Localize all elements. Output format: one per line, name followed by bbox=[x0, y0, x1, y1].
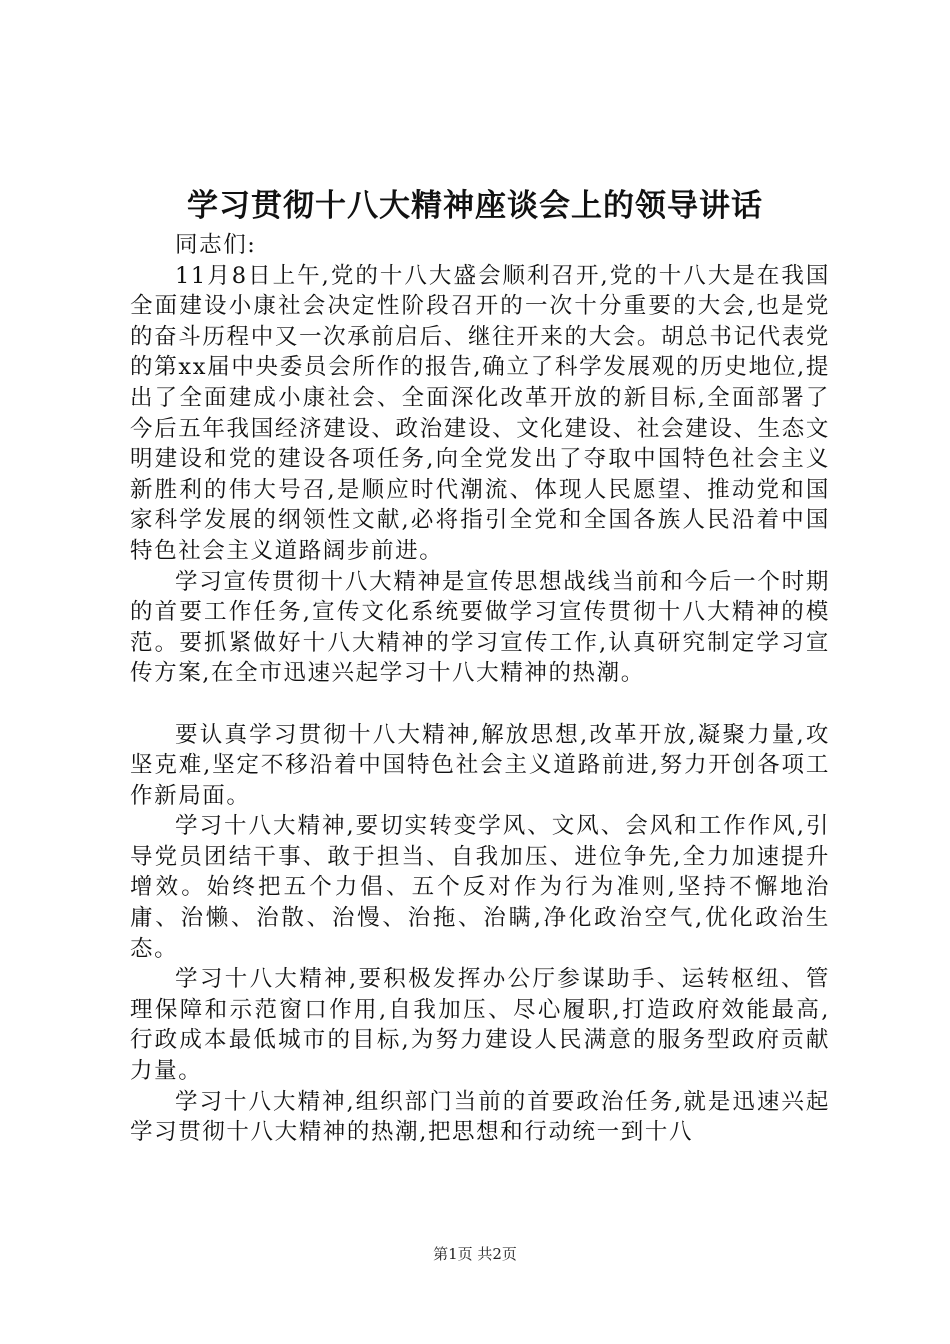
body-paragraph: 11月8日上午,党的十八大盛会顺利召开,党的十八大是在我国全面建设小康社会决定性阶段召开的一次十分重要的大会,也是党的奋斗历程中又一次承前启后、继往开来的大会。胡总书记代表党的第xx届中央委员会所作的报告,确立了科学发展观的历史地位,提出了全面建成小康社会、全面深化改革开放的新目标,全面部署了今后五年我国经济建设、政治建设、文化建设、社会建设、生态文明建设和党的建设各项任务,向全党发出了夺取中国特色社会主义新胜利的伟大号召,是顺应时代潮流、体现人民愿望、推动党和国家科学发展的纲领性文献,必将指引全党和全国各族人民沿着中国特色社会主义道路阔步前进。 bbox=[130, 262, 830, 564]
body-paragraph: 学习十八大精神,要切实转变学风、文风、会风和工作作风,引导党员团结干事、敢于担当、自我加压、进位争先,全力加速提升增效。始终把五个力倡、五个反对作为行为准则,坚持不懈地治庸、治懒、治散、治慢、治拖、治瞒,净化政治空气,优化政治生态。 bbox=[130, 813, 830, 962]
page-number-footer: 第1页 共2页 bbox=[433, 1245, 517, 1263]
document-title: 学习贯彻十八大精神座谈会上的领导讲话 bbox=[187, 188, 763, 224]
body-paragraph: 学习十八大精神,要积极发挥办公厅参谋助手、运转枢纽、管理保障和示范窗口作用,自我加压、尽心履职,打造政府效能最高,行政成本最低城市的目标,为努力建设人民满意的服务型政府贡献力量。 bbox=[130, 966, 830, 1085]
body-paragraph: 学习宣传贯彻十八大精神是宣传思想战线当前和今后一个时期的首要工作任务,宣传文化系统要做学习宣传贯彻十八大精神的模范。要抓紧做好十八大精神的学习宣传工作,认真研究制定学习宣传方案,在全市迅速兴起学习十八大精神的热潮。 bbox=[130, 568, 830, 687]
salutation: 同志们: bbox=[175, 232, 257, 258]
document-body bbox=[130, 230, 830, 1148]
body-paragraph: 学习十八大精神,组织部门当前的首要政治任务,就是迅速兴起学习贯彻十八大精神的热潮,把思想和行动统一到十八 bbox=[130, 1088, 830, 1146]
body-paragraph: 要认真学习贯彻十八大精神,解放思想,改革开放,凝聚力量,攻坚克难,坚定不移沿着中国特色社会主义道路前进,努力开创各项工作新局面。 bbox=[130, 721, 830, 809]
